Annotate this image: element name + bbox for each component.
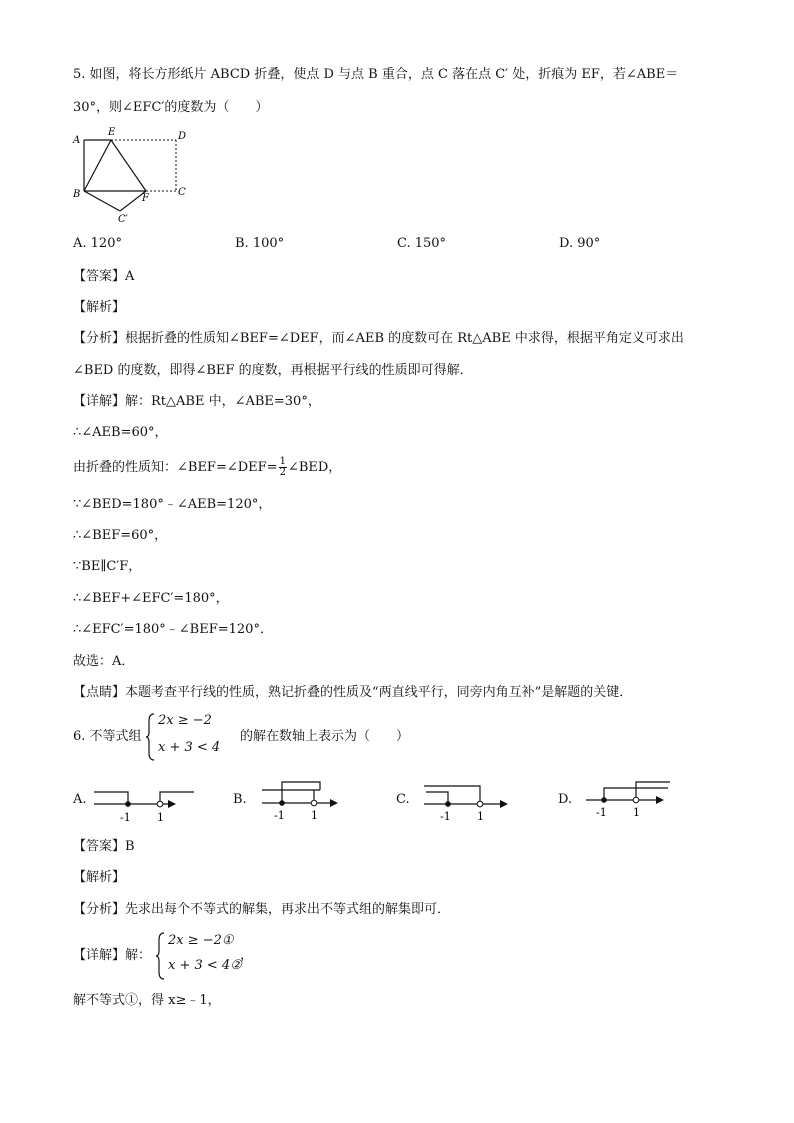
q5-fold-figure [70, 125, 200, 225]
label-C: C [178, 187, 186, 198]
label-Cprime: C′ [118, 214, 128, 225]
q5-detail3-pre: 由折叠的性质知：∠BEF=∠DEF= [73, 460, 278, 475]
q6-detail-row1: 2x ≥ −2① [168, 933, 234, 948]
q5-detail3-post: ∠BED， [287, 460, 342, 475]
label-D: D [178, 131, 187, 142]
q5-detail-line8: ∴∠EFC′=180°﹣∠BEF=120°． [73, 622, 273, 637]
segment-BE [84, 140, 111, 191]
q6-detail-brace [156, 932, 166, 980]
q5-detail-line4: ∵∠BED=180°﹣∠AEB=120°， [73, 497, 272, 512]
q6-system-brace [146, 713, 156, 761]
segment-BCp [84, 191, 120, 211]
tick-1: 1 [633, 806, 640, 819]
q5-choose: 故选：A． [73, 654, 135, 669]
q6-option-d-numberline[interactable] [582, 778, 674, 822]
tick-neg1: -1 [274, 809, 285, 822]
q5-option-b[interactable]: B. 100° [235, 236, 285, 251]
q5-option-d[interactable]: D. 90° [559, 236, 601, 251]
q5-option-a[interactable]: A. 120° [73, 236, 122, 251]
tick-1: 1 [157, 811, 164, 824]
q5-fenxi-line2: ∠BED 的度数，即得∠BEF 的度数，再根据平行线的性质即可得解． [73, 363, 473, 378]
fraction-one-half [279, 457, 287, 478]
q6-option-d-label[interactable]: D. [558, 792, 573, 807]
q6-option-a-label[interactable]: A. [73, 792, 87, 807]
q5-stem-line1: 5. 如图，将长方形纸片 ABCD 折叠，使点 D 与点 B 重合，点 C 落在点 C′ 处，折痕为 EF，若∠ABE＝ [73, 67, 679, 82]
q6-stem-pre: 6. 不等式组 [73, 729, 142, 744]
label-A: A [73, 135, 81, 146]
q5-detail-line6: ∵BE∥C′F， [73, 559, 142, 574]
q6-option-b-label[interactable]: B. [233, 792, 247, 807]
q6-system-row1: 2x ≥ −2 [158, 713, 212, 728]
tick-1: 1 [477, 810, 484, 823]
q5-detail-line1: 【详解】解：Rt△ABE 中，∠ABE=30°， [73, 394, 321, 409]
q6-option-b-numberline[interactable] [258, 778, 344, 822]
label-B: B [73, 189, 81, 200]
q5-fenxi-line1: 【分析】根据折叠的性质知∠BEF=∠DEF，而∠AEB 的度数可在 Rt△ABE 中求得，根据平角定义可求出 [73, 331, 684, 346]
q6-solve-line1: 解不等式①，得 x≥﹣1， [73, 993, 221, 1008]
q6-system-row2: x + 3 < 4 [158, 740, 221, 755]
q6-option-a-numberline[interactable] [92, 784, 202, 824]
q5-option-c[interactable]: C. 150° [397, 236, 447, 251]
segment-EF [111, 140, 146, 191]
tick-neg1: -1 [596, 806, 607, 819]
q5-stem-line2: 30°，则∠EFC′的度数为（ ） [73, 100, 269, 115]
q5-analysis-title: 【解析】 [73, 300, 126, 315]
q6-detail-pre: 【详解】解： [73, 948, 152, 963]
q6-option-c-label[interactable]: C. [396, 792, 410, 807]
label-E: E [108, 127, 116, 138]
q6-detail-post: ， [240, 948, 254, 963]
fraction-numerator: 1 [279, 456, 286, 467]
tick-1: 1 [311, 809, 318, 822]
q6-option-c-numberline[interactable] [420, 780, 510, 824]
fraction-denominator: 2 [279, 467, 286, 478]
q5-detail-line2: ∴∠AEB=60°， [73, 425, 168, 440]
q5-detail-line3 [73, 457, 341, 478]
q5-answer: 【答案】A [73, 269, 135, 284]
q5-detail-line7: ∴∠BEF+∠EFC′=180°， [73, 591, 229, 606]
label-F: F [142, 193, 149, 204]
q5-dianjing: 【点睛】本题考查平行线的性质，熟记折叠的性质及“两直线平行，同旁内角互补”是解题的关键． [73, 685, 633, 700]
q5-detail-line5: ∴∠BEF=60°， [73, 528, 168, 543]
tick-neg1: -1 [440, 810, 451, 823]
tick-neg1: -1 [120, 811, 131, 824]
q6-answer: 【答案】B [73, 839, 135, 854]
q6-fenxi: 【分析】先求出每个不等式的解集，再求出不等式组的解集即可． [73, 902, 451, 917]
q6-stem-post: 的解在数轴上表示为（ ） [240, 729, 410, 744]
q6-detail-row2: x + 3 < 4② [168, 958, 242, 973]
q6-analysis-title: 【解析】 [73, 870, 126, 885]
